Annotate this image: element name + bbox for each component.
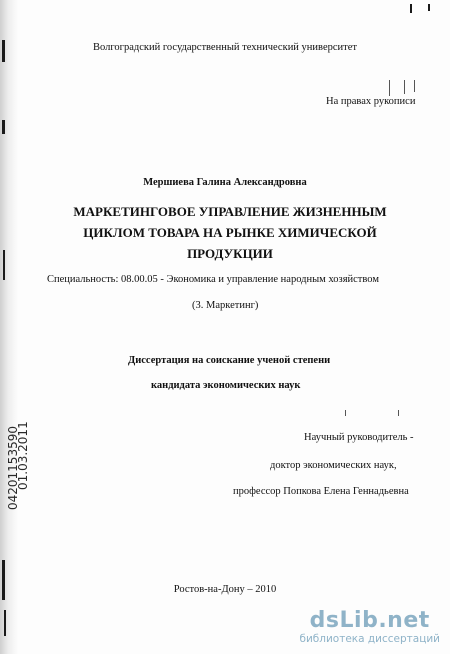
- supervisor-degree: доктор экономических наук,: [270, 460, 397, 471]
- ink-tick: [345, 410, 346, 416]
- degree-line-2: кандидата экономических наук: [151, 380, 301, 391]
- scan-mark: [428, 4, 430, 11]
- scan-mark: [4, 610, 6, 636]
- university-name: Волгоградский государственный технический университет: [93, 42, 357, 53]
- dslib-watermark: [299, 609, 440, 646]
- handwritten-date: 01.03.2011: [16, 421, 30, 490]
- scan-mark: [3, 250, 5, 280]
- city-year: Ростов-на-Дону – 2010: [173, 584, 277, 595]
- title-line: МАРКЕТИНГОВОЕ УПРАВЛЕНИЕ ЖИЗНЕННЫМ: [73, 204, 387, 219]
- handwritten-code: 04201153590: [6, 426, 20, 510]
- ink-tick: [404, 80, 405, 94]
- supervisor-name: профессор Попкова Елена Геннадьевна: [233, 486, 409, 497]
- title-line: ЦИКЛОМ ТОВАРА НА РЫНКЕ ХИМИЧЕСКОЙ: [83, 225, 377, 240]
- author-name: Мершиева Галина Александровна: [143, 177, 307, 188]
- ink-tick: [398, 410, 399, 416]
- specialty-sub: (3. Маркетинг): [192, 300, 259, 311]
- specialty: Специальность: 08.00.05 - Экономика и управление народным хозяйством: [47, 274, 379, 285]
- ink-tick: [389, 80, 390, 96]
- scan-shadow-edge: [0, 0, 18, 654]
- watermark-subtitle: библиотека диссертаций: [299, 633, 440, 645]
- watermark-brand: dsLib.net: [309, 608, 430, 633]
- scan-mark: [410, 4, 412, 13]
- dissertation-title: [60, 201, 400, 264]
- degree-line-1: Диссертация на соискание ученой степени: [128, 355, 331, 366]
- ink-tick: [414, 80, 415, 92]
- title-line: ПРОДУКЦИИ: [187, 246, 273, 261]
- supervisor-label: Научный руководитель -: [304, 432, 414, 443]
- scan-mark: [2, 120, 5, 134]
- manuscript-note: На правах рукописи: [326, 96, 416, 107]
